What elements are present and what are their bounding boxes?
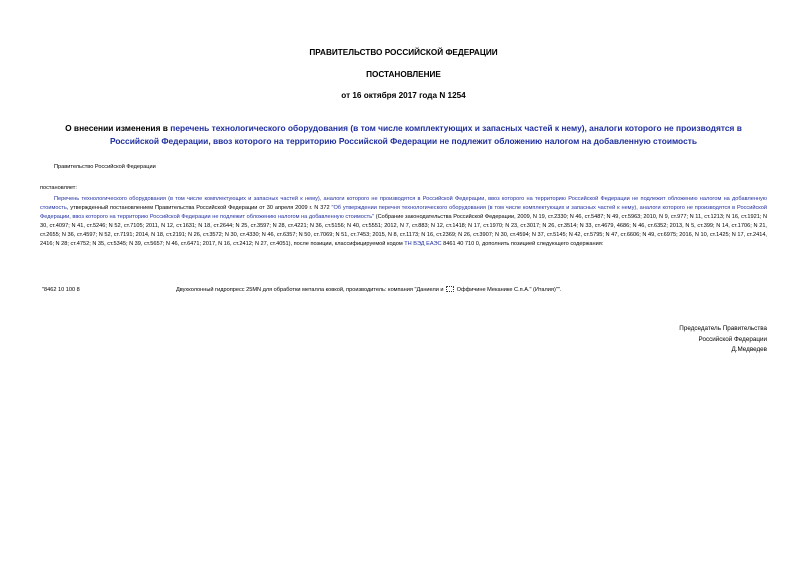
government-header: ПРАВИТЕЛЬСТВО РОССИЙСКОЙ ФЕДЕРАЦИИ (309, 48, 498, 57)
document-type: ПОСТАНОВЛЕНИЕ (366, 70, 441, 79)
document-title (40, 122, 767, 148)
paragraph-text-1: , утвержденный постановлением Правительства Российской Федерации от 30 апреля 2009 г. N 372 (66, 204, 332, 211)
list-link[interactable]: Перечень технологического оборудования (в том числе комплектующих и запасных частей к нему), аналоги которого не производятся в Российской Федерации, ввоз которого на территорию Российской Федерации не подлежит обложению налогом на добавленную стоимость (40, 196, 767, 211)
date-and-number: от 16 октября 2017 года N 1254 (341, 91, 466, 100)
main-paragraph (40, 195, 767, 248)
signature-line-1: Председатель Правительства (679, 325, 767, 332)
entry-code: "8462 10 100 8 (42, 287, 80, 293)
entry-desc-after: Оффичине Меканике С.п.А." (Италия)"". (455, 287, 562, 293)
paragraph-text-2: (Собрание законодательства Российской Федерации, 2009, N 19, ст.2330; N 46, ст.5487; N 49, ст.5963; 2010, N 9, ст.977; N 11, ст.1213; N 16, ст.1921; N 30, ст.4097; N 41, ст.5246; N 52, ст.7105; 2011, N 12, ст.1631; N 18, ст.2644; N 25, ст.3597; N 28, ст.4221; N 36, ст.5156; N 40, ст.5551; 2012, N 7, ст.883; N 12, ст.1418; N 17, ст.1970; N 23, ст.3017; N 26, ст.3514; N 33, ст.4679, 4686; N 46, ст.6352; 2013, N 5, ст.399; N 14, ст.1706; N 21, ст.2655; N 36, ст.4597; N 52, ст.7191; 2014, N 18, ст.2191; N 26, ст.3572; N 30, ст.4330; N 46, ст.6357; N 50, ст.7069; N 51, ст.7453; 2015, N 8, ст.1173; N 16, ст.2369; N 26, ст.3907; N 30, ст.4594; N 37, ст.5145; N 42, ст.5795; N 47, ст.6606; N 49, ст.6975; 2016, N 10, ст.1425; N 17, ст.2414, 2416; N 28; ст.4752; N 35, ст.5345; N 39, ст.5657; N 46, ст.6471; 2017, N 16, ст.2412; N 27, ст.4051), после позиции, классифицируемой кодом (40, 213, 768, 247)
special-character-icon (446, 286, 454, 292)
decrees-word: постановляет: (40, 185, 77, 191)
paragraph-text-3: 8461 40 710 0, дополнить позицией следующего содержания: (441, 240, 604, 247)
resolution-link[interactable]: "Об утверждении перечня технологического оборудования (в том числе комплектующих и запасных частей к нему), аналоги которого не производятся в Российской Федерации, ввоз которого на территорию Российской Федерации не подлежит обложению налогом на добавленную стоимость" (40, 204, 767, 220)
entry-description (176, 286, 561, 294)
signature-line-2: Российской Федерации (698, 335, 767, 343)
tnved-link[interactable]: ТН ВЭД ЕАЭС (404, 240, 442, 247)
signature-block (679, 324, 767, 356)
title-prefix: О внесении изменения в (65, 123, 171, 133)
signature-line-3: Д.Медведев (731, 346, 767, 353)
issuer: Правительство Российской Федерации (54, 164, 156, 170)
entry-desc-before: Двухколонный гидропресс 25MN для обработки металла ковкой, производитель: компания "Даниели и (176, 287, 446, 293)
title-link[interactable]: перечень технологического оборудования (в том числе комплектующих и запасных частей к нему), аналоги которого не производятся в Российской Федерации, ввоз которого на территорию Российской Федерации не подлежит обложению налогом на добавленную стоимость (110, 123, 742, 146)
